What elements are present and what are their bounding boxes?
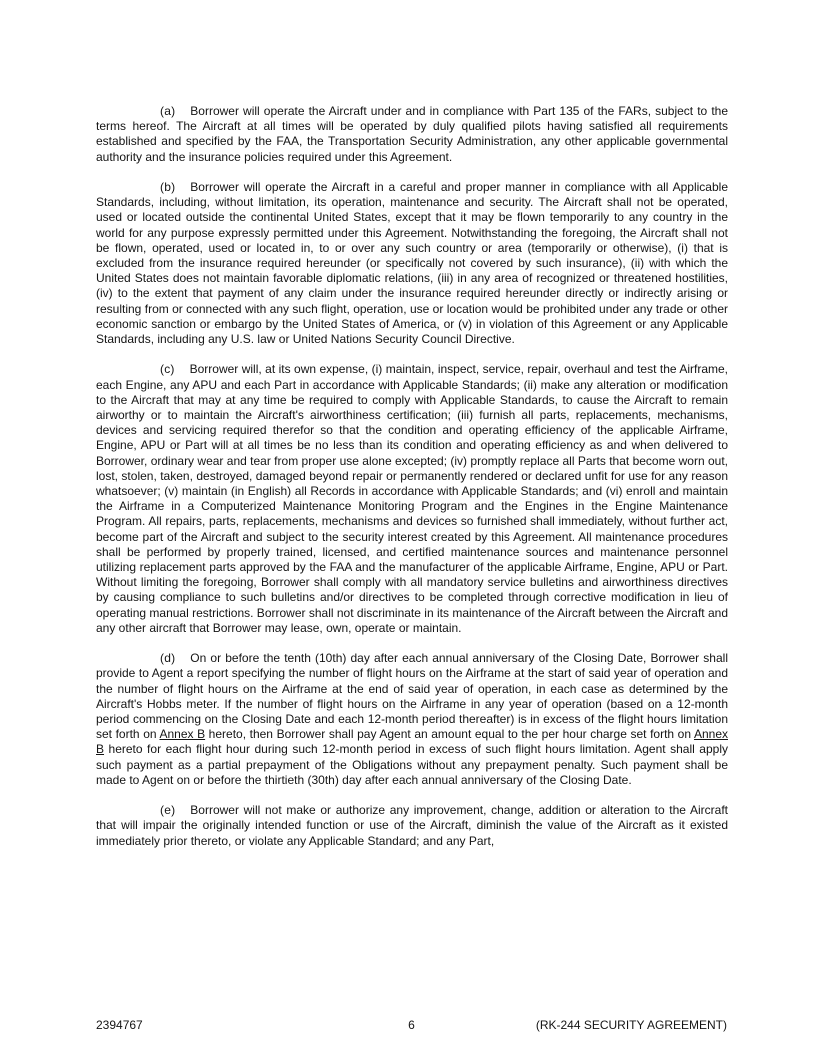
paragraph [96,362,728,636]
paragraph [96,104,728,165]
paragraph-label: (a) [160,104,176,118]
paragraph [96,803,728,849]
underlined-text-run: Annex B [96,727,728,757]
text-run: Borrower will operate the Aircraft in a careful and proper manner in compliance with all Applicable Standards, including, without limitation, its operation, maintenance and security. The Aircraft shall not be operated, used or located outside the continental United States, except that it may be flown temporarily to any country in the world for any purpose expressly permitted under this Agreement. Notwithstanding the foregoing, the Aircraft shall not be flown, operated, used or located in, to or over any such country or area (temporarily or otherwise), (i) that is excluded from the insurance required hereunder (or specifically not covered by such insurance), (ii) with which the United States does not maintain favorable diplomatic relations, (iii) in any area of recognized or threatened hostilities, (iv) to the extent that payment of any claim under the insurance required hereunder directly or indirectly arising or resulting from or connected with any such flight, operation, use or location would be prohibited under any trade or other economic sanction or embargo by the United States of America, or (v) in violation of this Agreement or any Applicable Standards, including any U.S. law or United Nations Security Council Directive. [96,180,728,347]
document-body [96,104,728,849]
paragraph [96,180,728,347]
paragraph-label: (d) [160,651,176,666]
paragraph [96,651,728,788]
underlined-text-run: Annex B [159,727,206,742]
footer-page-number: 6 [408,1018,415,1032]
text-run: hereto, then Borrower shall pay Agent an amount equal to the per hour charge set forth on [205,727,694,742]
text-run: Borrower will not make or authorize any improvement, change, addition or alteration to the Aircraft that will impair the originally intended function or use of the Aircraft, diminish the value of the Aircraft as it existed immediately prior thereto, or violate any Applicable Standard; and any Part, [96,803,728,848]
page-footer [96,1018,727,1032]
text-run: Borrower will, at its own expense, (i) maintain, inspect, service, repair, overhaul and test the Airframe, each Engine, any APU and each Part in accordance with Applicable Standards; (ii) make any alteration or modification to the Aircraft that may at any time be required to comply with Applicable Standards, to cause the Aircraft to remain airworthy or to maintain the Aircraft's airworthiness certification; (iii) furnish all parts, replacements, mechanisms, devices and servicing required therefor so that the condition and operating efficiency of the applicable Airframe, Engine, APU or Part will at all times be no less than its condition and operating efficiency as and when delivered to Borrower, ordinary wear and tear from proper use alone excepted; (iv) promptly replace all Parts that become worn out, lost, stolen, taken, destroyed, damaged beyond repair or permanently rendered or declared unfit for use for any reason whatsoever; (v) maintain (in English) all Records in accordance with Applicable Standards; and (vi) enroll and maintain the Airframe in a Computerized Maintenance Monitoring Program and the Engines in the Engine Maintenance Program. All repairs, parts, replacements, mechanisms and devices so furnished shall immediately, without further act, become part of the Aircraft and subject to the security interest created by this Agreement. All maintenance procedures shall be performed by properly trained, licensed, and certified maintenance sources and maintenance personnel utilizing replacement parts approved by the FAA and the manufacturer of the applicable Airframe, Engine, APU or Part. Without limiting the foregoing, Borrower shall comply with all mandatory service bulletins and airworthiness directives by causing compliance to such bulletins and/or directives to be completed through corrective modification in lieu of operating manual restrictions. Borrower shall not discriminate in its maintenance of the Aircraft between the Aircraft and any other aircraft that Borrower may lease, own, operate or maintain. [96,362,728,635]
paragraph-label: (c) [160,362,175,377]
paragraph-label: (e) [160,803,176,818]
text-run: Borrower will operate the Aircraft under and in compliance with Part 135 of the FARs, subject to the terms hereof. The Aircraft at all times will be operated by duly qualified pilots having satisfied all requirements established and specified by the FAA, the Transportation Security Administration, any other applicable governmental authority and the insurance policies required under this Agreement. [96,104,728,164]
text-run: hereto for each flight hour during such 12-month period in excess of such flight hours limitation. Agent shall apply such payment as a partial prepayment of the Obligations without any prepayment penalty. Such payment shall be made to Agent on or before the thirtieth (30th) day after each annual anniversary of the Closing Date. [96,742,728,787]
text-run: On or before the tenth (10th) day after each annual anniversary of the Closing Date, Borrower shall provide to Agent a report specifying the number of flight hours on the Airframe at the start of said year of operation and the number of flight hours on the Airframe at the end of said year of operation, in each case as determined by the Aircraft's Hobbs meter. If the number of flight hours on the Airframe in any year of operation (based on a 12-month period commencing on the Closing Date and each 12-month period thereafter) is in excess of the flight hours limitation set forth on [96,651,728,742]
footer-doc-title: (RK-244 SECURITY AGREEMENT) [535,1018,727,1032]
paragraph-label: (b) [160,180,176,194]
footer-doc-number: 2394767 [96,1018,143,1032]
